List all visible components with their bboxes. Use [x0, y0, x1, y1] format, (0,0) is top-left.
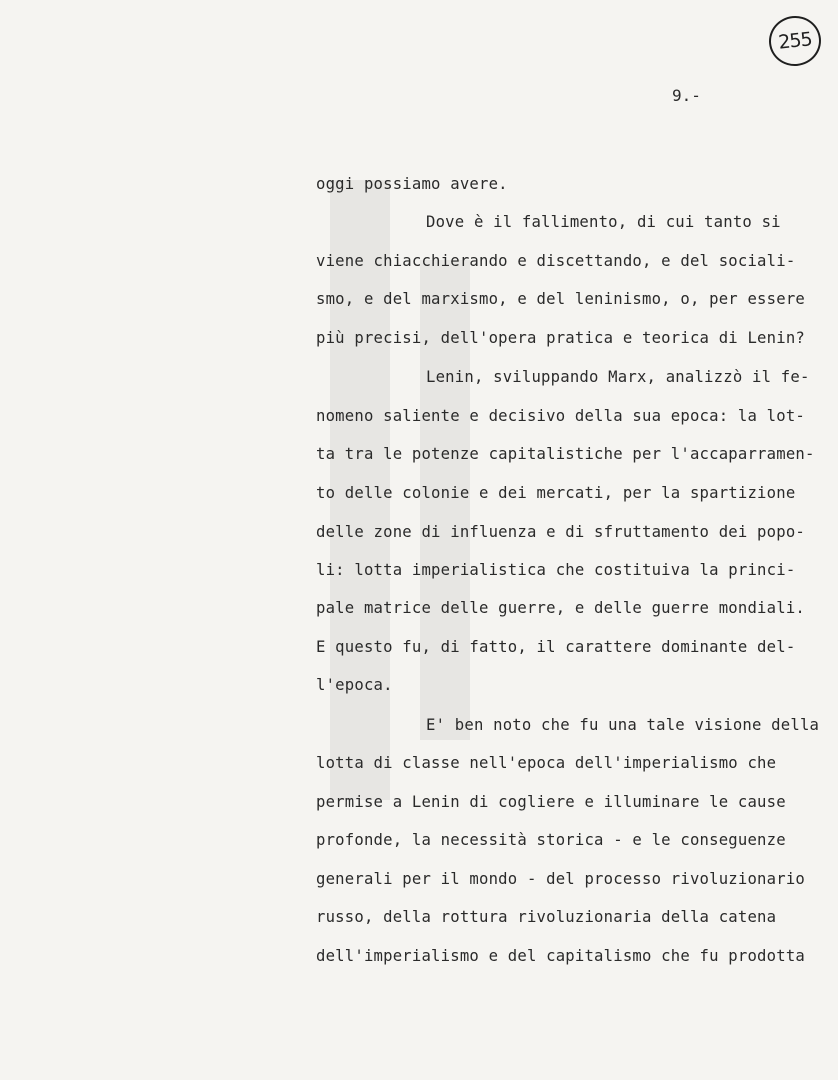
text-line: profonde, la necessità storica - e le conseguenze [316, 831, 786, 849]
text-line: viene chiacchierando e discettando, e del sociali- [316, 252, 796, 270]
text-line: dell'imperialismo e del capitalismo che fu prodotta [316, 947, 805, 965]
archive-stamp: 255 [767, 13, 824, 68]
text-line: oggi possiamo avere. [316, 175, 508, 193]
text-line: E' ben noto che fu una tale visione della [426, 716, 820, 734]
text-line: più precisi, dell'opera pratica e teorica di Lenin? [316, 329, 805, 347]
text-line: nomeno saliente e decisivo della sua epoca: la lot- [316, 407, 805, 425]
text-line: Dove è il fallimento, di cui tanto si [426, 213, 781, 231]
page-number: 9.- [672, 86, 701, 105]
text-line: l'epoca. [316, 676, 393, 694]
text-line: Lenin, sviluppando Marx, analizzò il fe- [426, 368, 810, 386]
text-line: smo, e del marxismo, e del leninismo, o, per essere [316, 290, 805, 308]
text-line: pale matrice delle guerre, e delle guerre mondiali. [316, 599, 805, 617]
text-line: to delle colonie e dei mercati, per la spartizione [316, 484, 796, 502]
text-line: generali per il mondo - del processo rivoluzionario [316, 870, 805, 888]
text-line: li: lotta imperialistica che costituiva la princi- [316, 561, 796, 579]
text-line: E questo fu, di fatto, il carattere dominante del- [316, 638, 796, 656]
text-line: ta tra le potenze capitalistiche per l'accaparramen- [316, 445, 815, 463]
text-line: lotta di classe nell'epoca dell'imperialismo che [316, 754, 777, 772]
text-line: delle zone di influenza e di sfruttamento dei popo- [316, 523, 805, 541]
text-line: permise a Lenin di cogliere e illuminare le cause [316, 793, 786, 811]
text-line: russo, della rottura rivoluzionaria della catena [316, 908, 777, 926]
